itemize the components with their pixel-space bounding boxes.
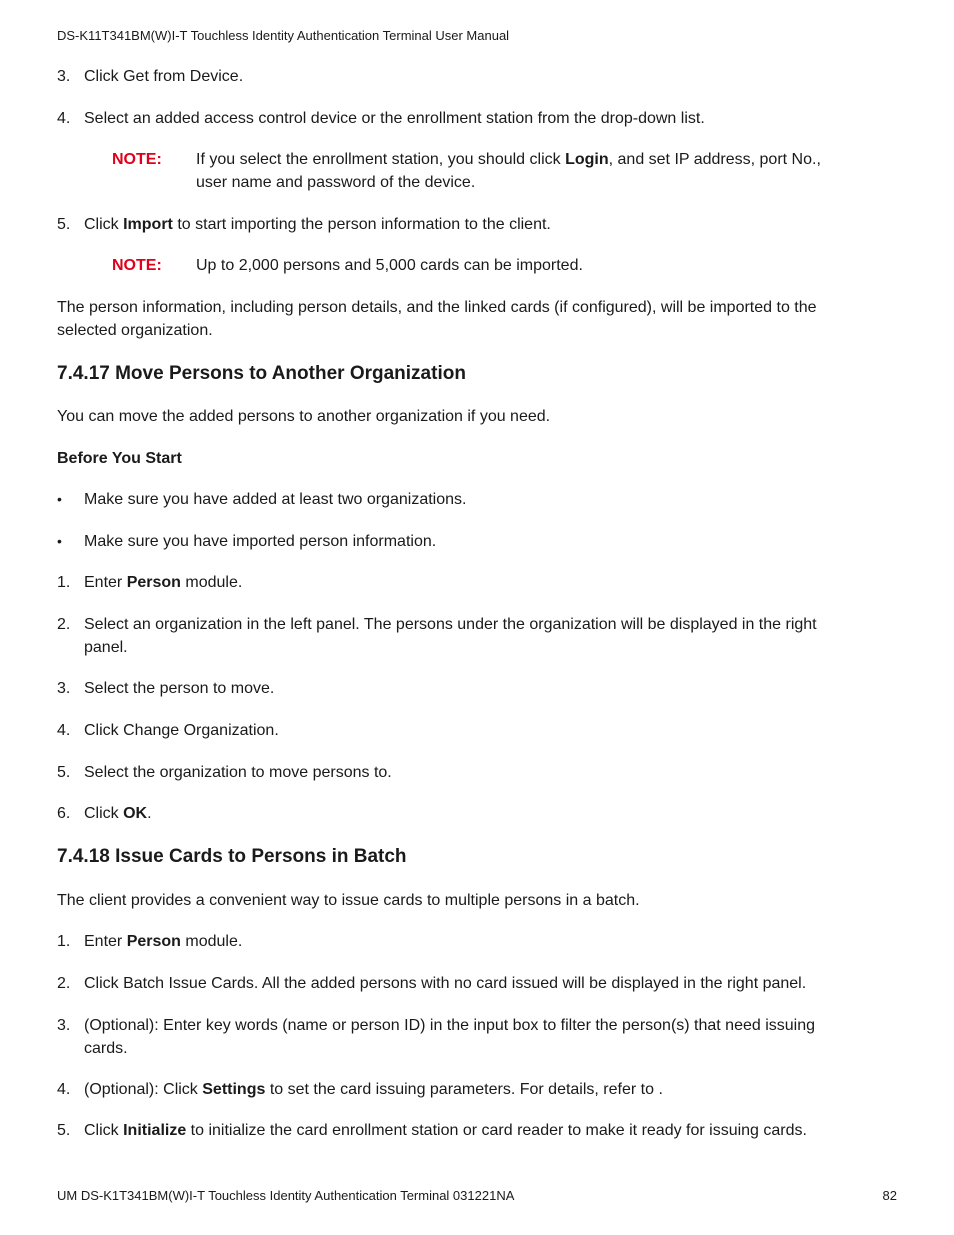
step-text-part: panel. [84,639,128,656]
step-text [84,930,894,953]
page-footer: UM DS-K1T341BM(W)I-T Touchless Identity Authentication Terminal 031221NA [57,1188,515,1203]
step-number: 5. [57,216,71,233]
initialize-keyword: Initialize [123,1122,187,1139]
step-text [84,213,894,236]
paragraph [57,296,897,342]
step-text-part: module. [180,933,243,950]
step-text: Select the person to move. [84,680,275,697]
step-text: Click Change Organization. [84,722,279,739]
step-text [84,1119,894,1142]
step-text-part: cards. [84,1040,128,1057]
step-text-part: Enter [84,574,127,591]
step-number: 4. [57,110,71,127]
step-number: 3. [57,68,71,85]
step-number: 5. [57,1122,71,1139]
step-number: 4. [57,1081,71,1098]
note-label: NOTE: [112,151,162,168]
import-keyword: Import [123,216,173,233]
step-number: 1. [57,574,71,591]
note-label: NOTE: [112,257,162,274]
step-text-part: Click [84,216,124,233]
step-number: 3. [57,1017,71,1034]
step-number: 4. [57,722,71,739]
person-keyword: Person [126,574,181,591]
step-number: 5. [57,764,71,781]
step-text-part: (Optional): Enter key words (name or person ID) in the input box to filter the person(s) that need issuing [84,1017,816,1034]
step-text [84,1078,894,1101]
section-intro: The client provides a convenient way to issue cards to multiple persons in a batch. [57,892,640,909]
step-text-part: to set the card issuing parameters. For details, refer to . [265,1081,663,1098]
step-text: Click Get from Device. [84,68,244,85]
bullet-text: Make sure you have imported person information. [84,533,437,550]
page-header: DS-K11T341BM(W)I-T Touchless Identity Authentication Terminal User Manual [57,28,510,43]
step-text: Click Batch Issue Cards. All the added persons with no card issued will be displayed in the right panel. [84,975,807,992]
ok-keyword: OK [123,805,148,822]
paragraph-line: The person information, including person details, and the linked cards (if configured), will be imported to the [57,299,817,316]
step-text [84,1014,894,1060]
step-number: 3. [57,680,71,697]
person-keyword: Person [126,933,181,950]
bullet-mark: • [57,533,62,549]
step-number: 6. [57,805,71,822]
section-heading: 7.4.18 Issue Cards to Persons in Batch [57,846,407,867]
note-text-part: , and set IP address, port No., [608,151,821,168]
login-keyword: Login [565,151,609,168]
step-text-part: Click [84,805,124,822]
bullet-text: Make sure you have added at least two organizations. [84,491,467,508]
step-text: Select an added access control device or the enrollment station from the drop-down list. [84,110,705,127]
step-text-part: to initialize the card enrollment station or card reader to make it ready for issuing cards. [186,1122,807,1139]
step-text [84,802,894,825]
section-heading: 7.4.17 Move Persons to Another Organization [57,363,466,384]
step-number: 1. [57,933,71,950]
step-text-part: Enter [84,933,127,950]
bullet-mark: • [57,491,62,507]
step-text: Select the organization to move persons to. [84,764,392,781]
step-text [84,613,894,659]
page-number: 82 [882,1188,897,1203]
step-text-part: Click [84,1122,124,1139]
step-number: 2. [57,616,71,633]
step-number: 2. [57,975,71,992]
step-text-part: Select an organization in the left panel. The persons under the organization will be displayed in the right [84,616,817,633]
note-text [196,148,886,194]
step-text [84,571,894,594]
section-intro: You can move the added persons to another organization if you need. [57,408,551,425]
step-text-part: module. [180,574,243,591]
subheading: Before You Start [57,450,182,467]
settings-keyword: Settings [202,1081,266,1098]
note-text-part: If you select the enrollment station, you should click [196,151,566,168]
step-text-part: (Optional): Click [84,1081,203,1098]
note-text-part: user name and password of the device. [196,174,476,191]
note-text: Up to 2,000 persons and 5,000 cards can be imported. [196,257,583,274]
paragraph-line: selected organization. [57,322,213,339]
step-text-part: . [147,805,152,822]
step-text-part: to start importing the person information to the client. [172,216,551,233]
